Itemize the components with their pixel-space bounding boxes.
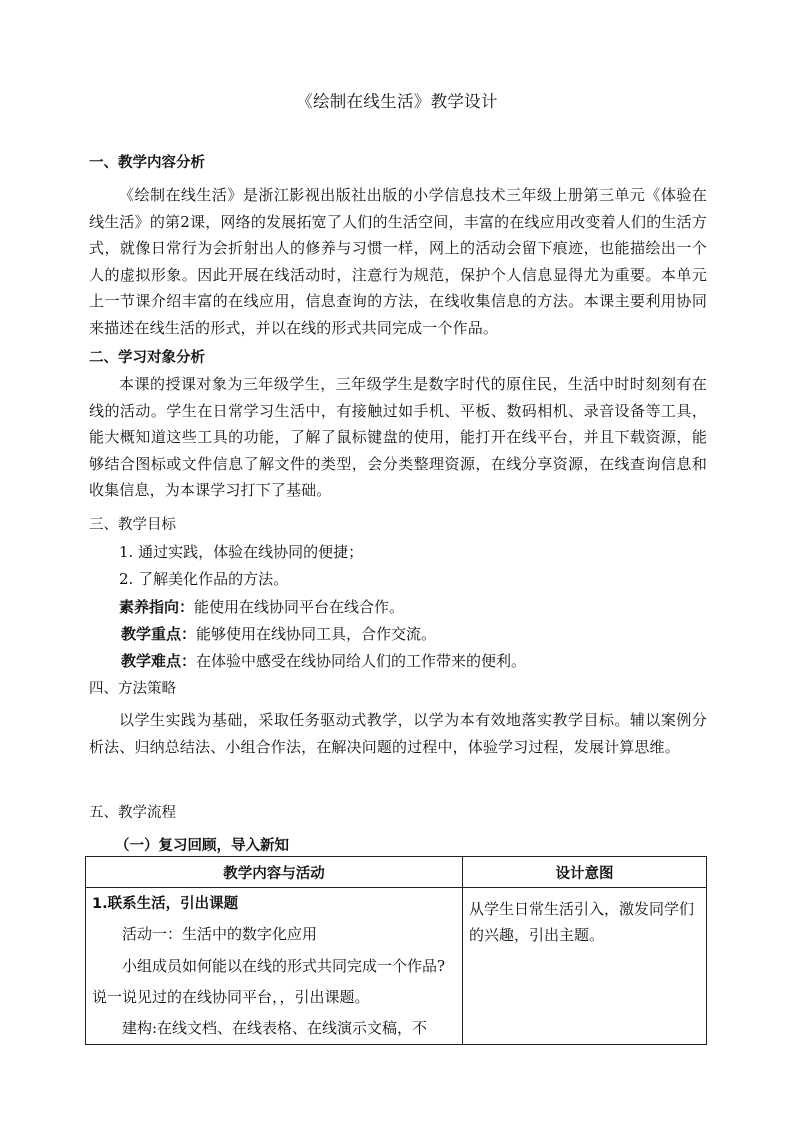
section-heading-process: 五、教学流程	[89, 805, 176, 821]
table-header-row	[86, 857, 707, 888]
objective-item-2: 2. 了解美化作品的方法。	[119, 570, 289, 588]
row-title: 1.联系生活，引出课题	[92, 896, 239, 912]
section-heading-objectives: 三、教学目标	[89, 517, 176, 533]
section-heading-content-analysis: 一、教学内容分析	[89, 155, 205, 171]
learner-analysis-paragraph: 本课的授课对象为三年级学生，三年级学生是数字时代的原住民，生活中时时刻刻有在线的活动。学生在日常学习生活中，有接触过如手机、平板、数码相机、录音设备等工具，能大概知道这些工具的功能，了解了鼠标键盘的使用，能打开在线平台，并且下载资源，能够结合图标或文件信息了解文件的类型，会分类整理资源，在线分享资源，在线查询信息和收集信息，为本课学习打下了基础。	[89, 375, 707, 499]
literacy-line	[119, 596, 404, 617]
difficulty-label: 教学难点：	[121, 652, 197, 670]
row-activity: 活动一：生活中的数字化应用	[122, 925, 318, 943]
key-point-label: 教学重点：	[121, 625, 197, 643]
literacy-label: 素养指向：	[119, 598, 195, 616]
table-header-intent: 设计意图	[463, 857, 707, 888]
process-subheading: （一）复习回顾，导入新知	[115, 838, 289, 854]
table-cell-intent: 从学生日常生活引入，激发同学们的兴趣，引出主题。	[463, 888, 707, 1045]
row-tail: 建构:在线文档、在线表格、在线演示文稿，不	[122, 1019, 428, 1037]
key-point-text: 能够使用在线协同工具，合作交流。	[196, 625, 437, 643]
content-analysis-paragraph: 《绘制在线生活》是浙江影视出版社出版的小学信息技术三年级上册第三单元《体验在线生活》的第2课，网络的发展拓宽了人们的生活空间，丰富的在线应用改变着人们的生活方式，就像日常行为会折射出人的修养与习惯一样，网上的活动会留下痕迹，也能描绘出一个人的虚拟形象。因此开展在线活动时，注意行为规范，保护个人信息显得尤为重要。本单元上一节课介绍丰富的在线应用，信息查询的方法，在线收集信息的方法。本课主要利用协同来描述在线生活的形式，并以在线的形式共同完成一个作品。	[89, 186, 707, 337]
table-header-content: 教学内容与活动	[86, 857, 463, 888]
table-row	[86, 888, 707, 1045]
document-title: 《绘制在线生活》教学设计	[296, 92, 498, 111]
process-table	[85, 856, 707, 1045]
section-heading-methods: 四、方法策略	[89, 681, 176, 697]
section-heading-learner-analysis: 二、学习对象分析	[89, 350, 205, 366]
literacy-text: 能使用在线协同平台在线合作。	[194, 598, 405, 616]
difficulty-text: 在体验中感受在线协同给人们的工作带来的便利。	[196, 652, 527, 670]
objective-item-1: 1. 通过实践，体验在线协同的便捷；	[119, 543, 364, 561]
table-cell-content	[86, 888, 463, 1045]
row-text: 小组成员如何能以在线的形式共同完成一个作品?说一说见过的在线协同平台，，引出课题。	[92, 957, 446, 1006]
methods-paragraph: 以学生实践为基础，采取任务驱动式教学，以学为本有效地落实教学目标。辅以案例分析法、归纳总结法、小组合作法，在解决问题的过程中，体验学习过程，发展计算思维。	[89, 711, 707, 756]
key-point-line	[121, 623, 436, 644]
difficulty-line	[121, 650, 526, 671]
